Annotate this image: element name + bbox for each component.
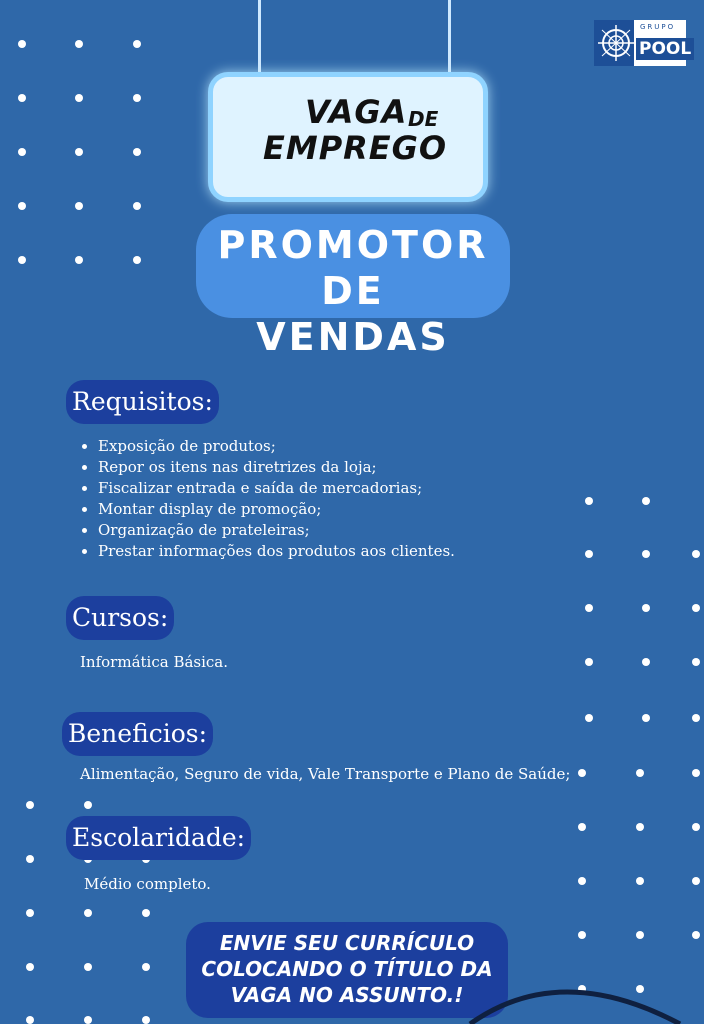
beneficios-heading: Beneficios:: [62, 712, 213, 756]
requisitos-list: [80, 436, 455, 562]
cta-line-1: ENVIE SEU CURRÍCULO: [219, 931, 475, 955]
logo-big-text: POOL: [636, 38, 694, 60]
sign-string-left: [258, 0, 261, 82]
list-item: • Repor os itens nas diretrizes da loja;: [98, 457, 455, 478]
sign-string-right: [448, 0, 451, 82]
requisitos-heading: Requisitos:: [66, 380, 219, 424]
grupo-pool-logo: [594, 20, 692, 66]
beneficios-text: Alimentação, Seguro de vida, Vale Transporte e Plano de Saúde;: [80, 765, 571, 783]
list-item: • Organização de prateleiras;: [98, 520, 455, 541]
sign-emprego-text: EMPREGO: [263, 129, 448, 167]
list-item: • Prestar informações dos produtos aos clientes.: [98, 541, 455, 562]
cta-text: [186, 930, 508, 1008]
job-title: [186, 222, 520, 360]
escolaridade-text: Médio completo.: [84, 875, 211, 893]
logo-small-text: GRUPO: [640, 23, 676, 31]
vaga-de-emprego-sign: [208, 72, 488, 202]
sign-de-text: DE: [408, 107, 439, 131]
job-title-line-2: VENDAS: [256, 315, 450, 359]
cta-line-2: COLOCANDO O TÍTULO DA: [201, 957, 493, 981]
sign-vaga-text: VAGA: [305, 93, 408, 131]
list-item: • Fiscalizar entrada e saída de mercadorias;: [98, 478, 455, 499]
cursos-heading: Cursos:: [66, 596, 174, 640]
cta-line-3: VAGA NO ASSUNTO.!: [230, 983, 464, 1007]
job-title-line-1: PROMOTOR DE: [217, 223, 489, 313]
cursos-text: Informática Básica.: [80, 653, 229, 671]
escolaridade-heading: Escolaridade:: [66, 816, 251, 860]
list-item: • Montar display de promoção;: [98, 499, 455, 520]
list-item: • Exposição de produtos;: [98, 436, 455, 457]
